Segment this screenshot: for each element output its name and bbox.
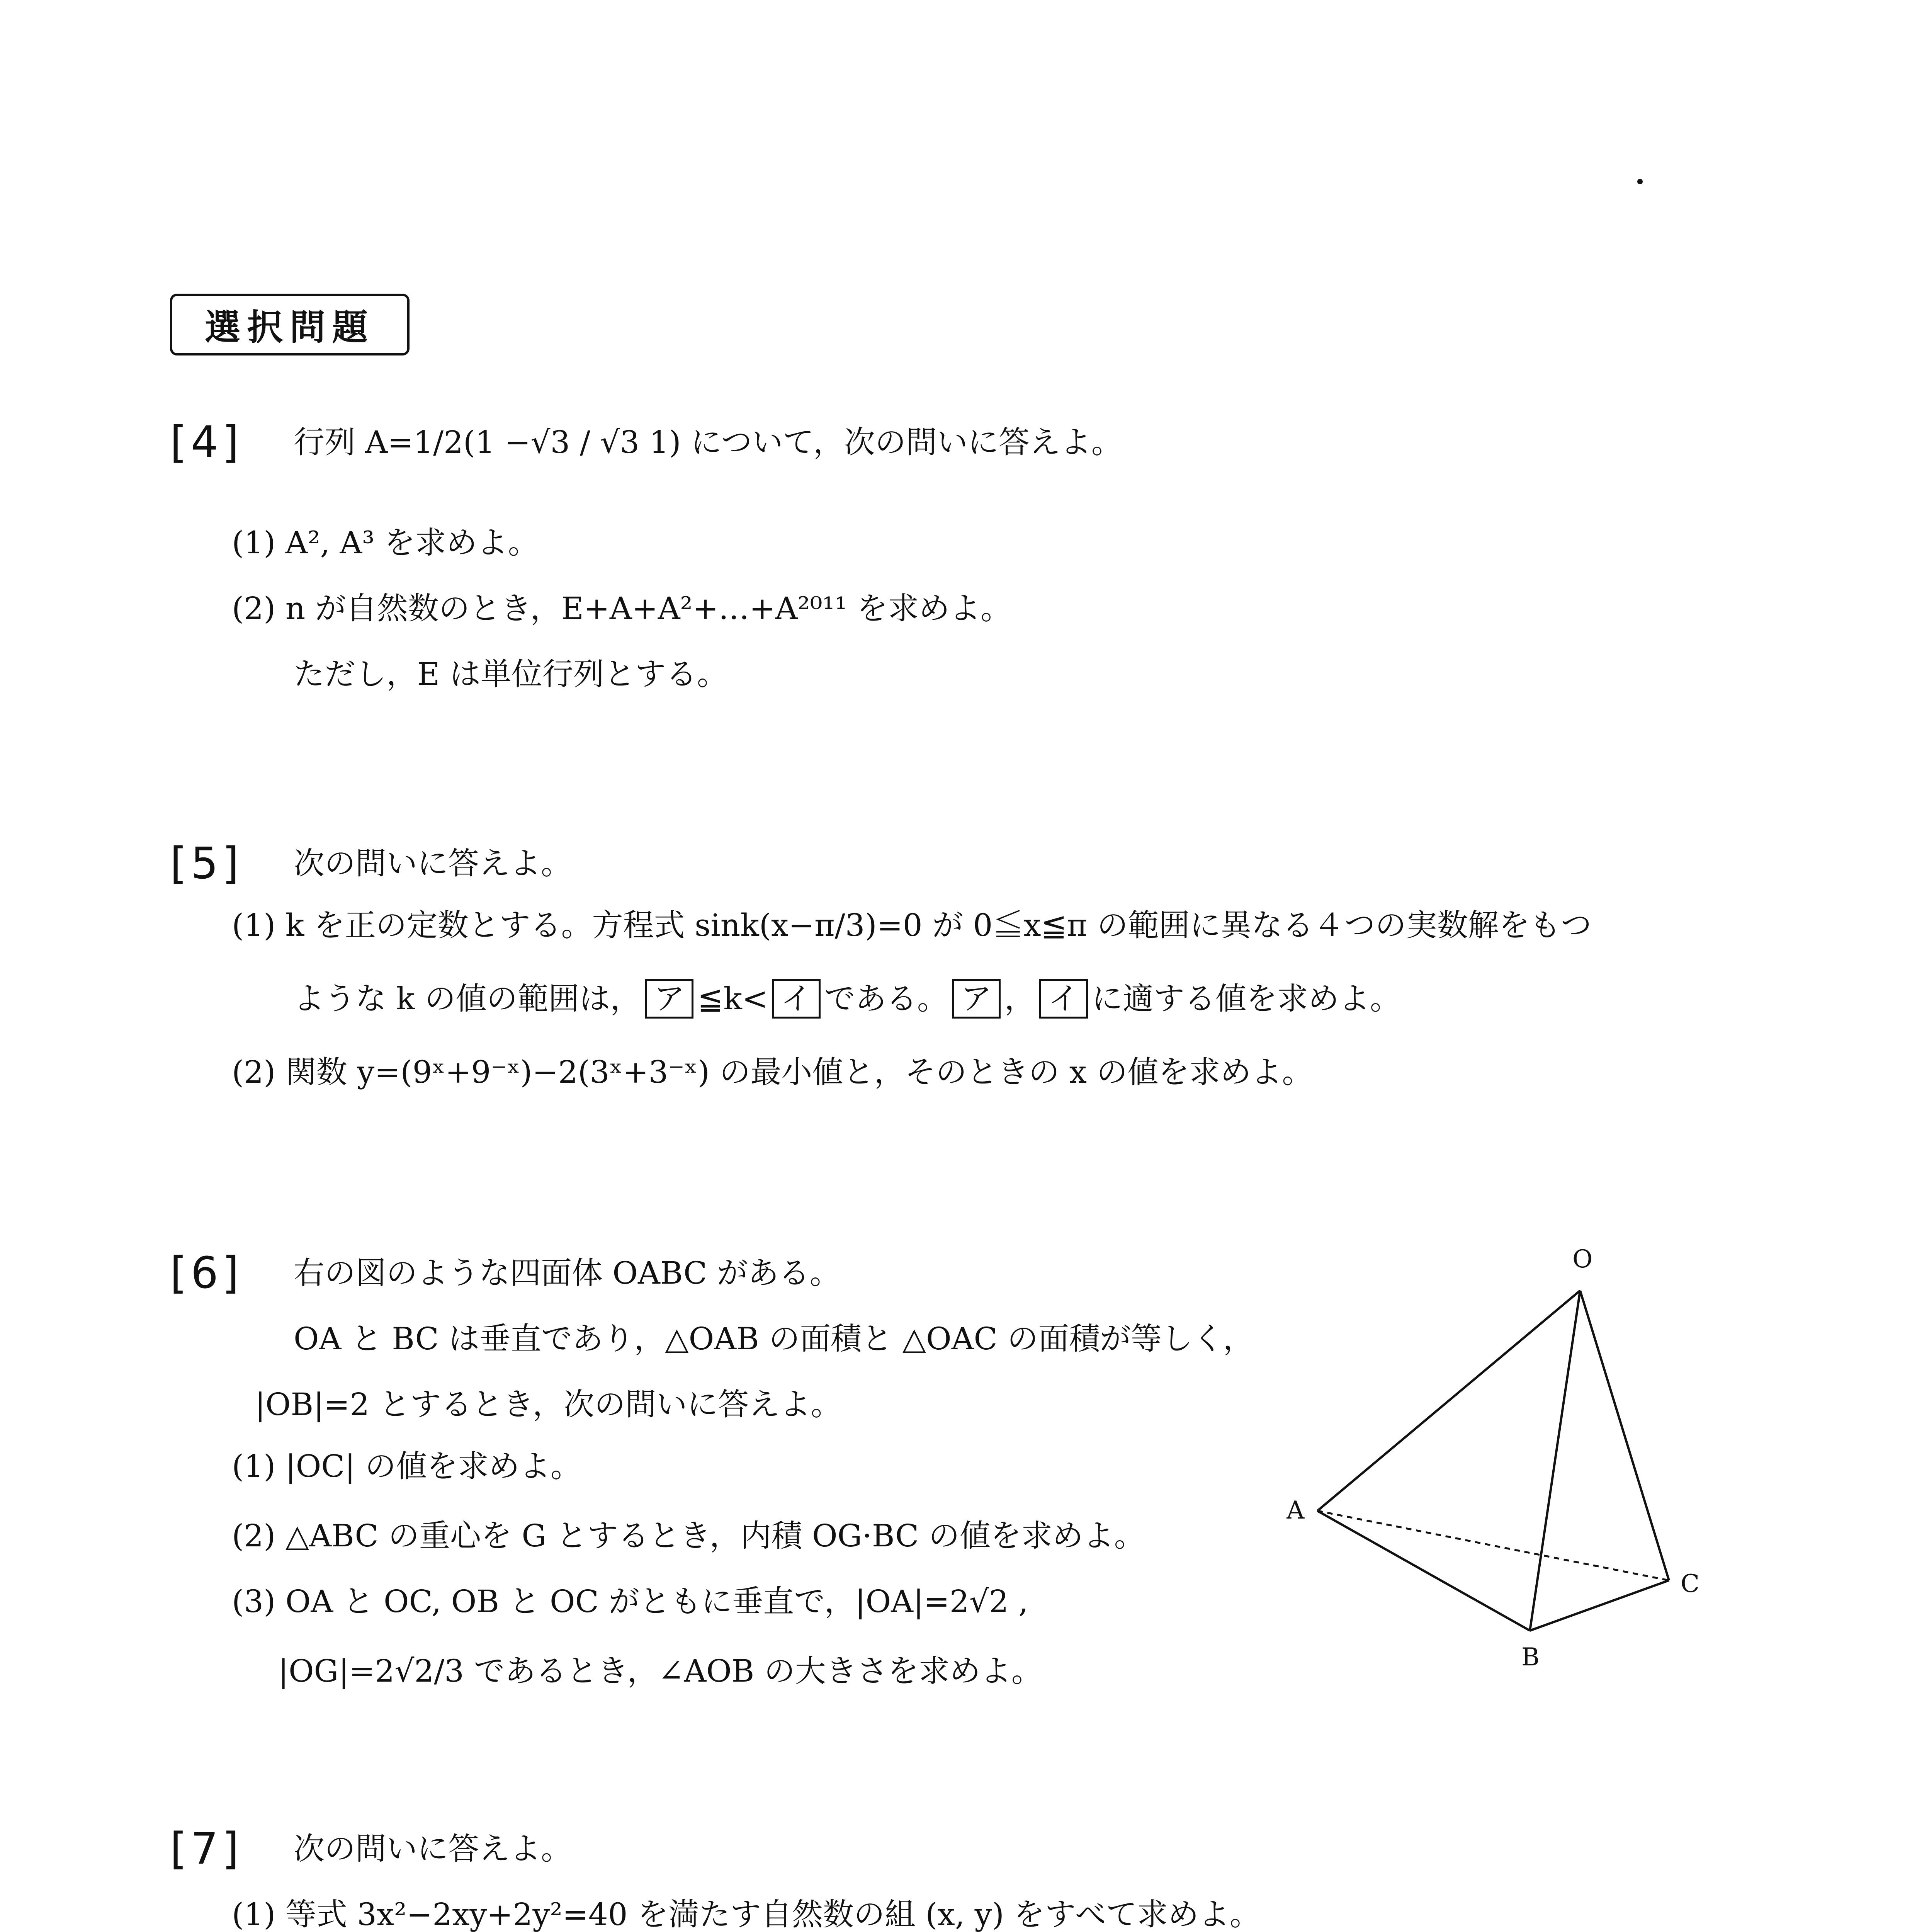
answer-box-i: イ (772, 979, 821, 1019)
problem-6-sub-3: (3) OA と OC, OB と OC がともに垂直で，|OA|=2√2 , (232, 1583, 1028, 1619)
answer-box-a-ref: ア (952, 979, 1001, 1019)
problem-5-ineq: ≦k< (697, 981, 768, 1017)
problem-number: [5] (170, 838, 243, 889)
problem-5-sub-1: (1) k を正の定数とする。方程式 sink(x−π/3)=0 が 0≦x≦π の範囲に異なる４つの実数解をもつ (232, 907, 1592, 943)
problem-5-sub-1-cont (294, 978, 1401, 1020)
section-title-box (170, 294, 410, 355)
problem-6-sub-1: (1) |OC| の値を求めよ。 (232, 1448, 581, 1484)
tetrahedron-figure (1286, 1244, 1769, 1723)
edge-ob (1530, 1291, 1580, 1631)
vertex-label-o: O (1572, 1245, 1593, 1274)
edge-ab (1317, 1511, 1530, 1631)
edge-bc (1530, 1580, 1669, 1631)
vertex-label-c: C (1681, 1570, 1699, 1598)
vertex-label-b: B (1521, 1643, 1540, 1672)
problem-4-sub-1: (1) A², A³ を求めよ。 (232, 525, 539, 561)
edge-oa (1317, 1291, 1580, 1511)
problem-number: [4] (170, 417, 243, 468)
edge-ac-hidden (1317, 1511, 1669, 1580)
edge-oc (1580, 1291, 1669, 1580)
problem-number: [6] (170, 1248, 243, 1298)
problem-7-sub-1: (1) 等式 3x²−2xy+2y²=40 を満たす自然数の組 (x, y) をすべて求めよ。 (232, 1896, 1261, 1932)
problem-6-statement: 右の図のような四面体 OABC がある。 (294, 1255, 841, 1291)
problem-number: [7] (170, 1824, 243, 1874)
section-title: 選択問題 (204, 307, 375, 348)
problem-5-is: である。 (824, 981, 948, 1017)
problem-4-note: ただし，E は単位行列とする。 (294, 656, 728, 692)
problem-5-statement: 次の問いに答えよ。 (294, 845, 572, 881)
problem-6-sub-3-cont: |OG|=2√2/3 であるとき，∠AOB の大きさを求めよ。 (278, 1653, 1042, 1689)
answer-box-a: ア (645, 979, 693, 1019)
problem-5-comma: ， (1004, 981, 1035, 1017)
problem-5-ask: に適する値を求めよ。 (1091, 981, 1401, 1017)
problem-6-sub-2: (2) △ABC の重心を G とするとき，内積 OG·BC の値を求めよ。 (232, 1518, 1145, 1554)
problem-7-statement: 次の問いに答えよ。 (294, 1831, 572, 1867)
answer-box-i-ref: イ (1039, 979, 1088, 1019)
problem-6-condition-1: OA と BC は垂直であり，△OAB の面積と △OAC の面積が等しく， (294, 1321, 1254, 1357)
problem-5-sub-2: (2) 関数 y=(9ˣ+9⁻ˣ)−2(3ˣ+3⁻ˣ) の最小値と，そのときの x の値を求めよ。 (232, 1054, 1313, 1090)
problem-6-condition-2: |OB|=2 とするとき，次の問いに答えよ。 (255, 1386, 842, 1422)
problem-5-range-text: ような k の値の範囲は， (294, 981, 641, 1017)
problem-4-statement: 行列 A=1/2(1 −√3 / √3 1) について，次の問いに答えよ。 (294, 424, 1122, 460)
scan-speck (1637, 179, 1643, 184)
problem-4-sub-2: (2) n が自然数のとき，E+A+A²+…+A²⁰¹¹ を求めよ。 (232, 590, 1012, 626)
vertex-label-a: A (1286, 1496, 1305, 1525)
